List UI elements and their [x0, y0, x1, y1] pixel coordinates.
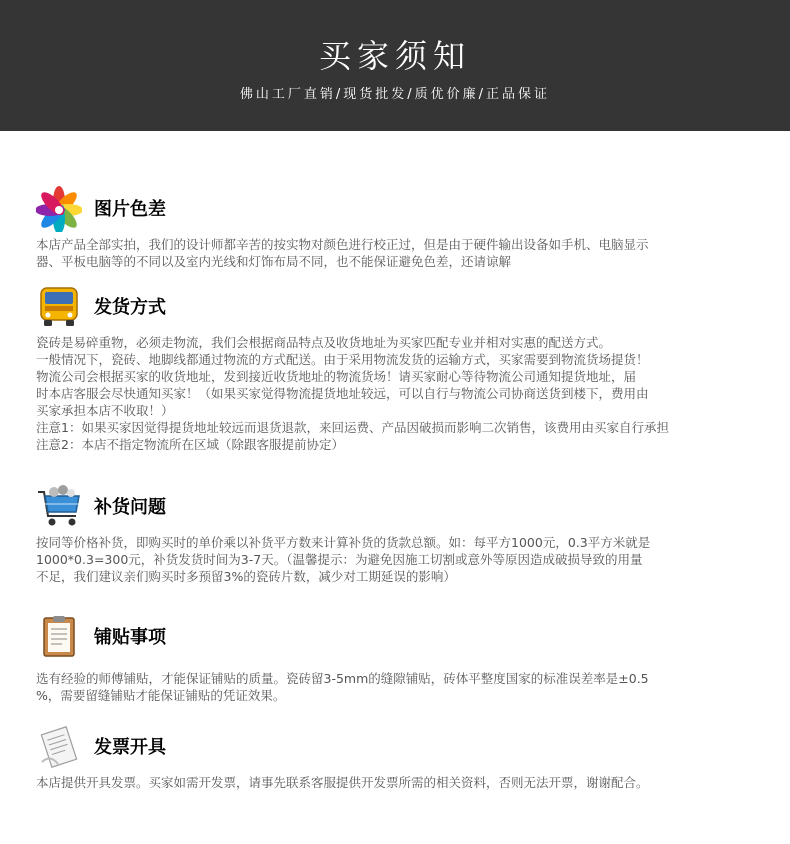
section-restock [36, 484, 756, 585]
header-banner [0, 0, 790, 131]
section-text-line: 本店产品全部实拍，我们的设计师都辛苦的按实物对颜色进行校正过，但是由于硬件输出设备如手机、电脑显示 [36, 237, 649, 252]
section-text-line: 选有经验的师傅铺贴，才能保证铺贴的质量。瓷砖留3-5mm的缝隙铺贴，砖体平整度国家的标准误差率是±0.5 [36, 671, 649, 686]
section-title: 图片色差 [94, 199, 166, 220]
section-text-line: 瓷砖是易碎重物，必须走物流，我们会根据商品特点及收货地址为买家匹配专业并相对实惠的配送方式。 [36, 335, 612, 350]
section-title: 发货方式 [94, 297, 166, 318]
page-subtitle: 佛山工厂直销/现货批发/质优价廉/正品保证 [239, 87, 551, 102]
section-text-line: 不足，我们建议亲们购买时多预留3%的瓷砖片数，减少对工期延误的影响） [36, 569, 456, 584]
shopping-cart-icon [36, 484, 82, 530]
section-text-line: 注意1：如果买家因觉得提货地址较远而退货退款，来回运费、产品因破损而影响二次销售，该费用由买家自行承担 [36, 420, 669, 435]
section-text-line: %，需要留缝铺贴才能保证铺贴的凭证效果。 [36, 688, 286, 703]
section-text-line: 注意2：本店不指定物流所在区域（除跟客服提前协定） [36, 437, 344, 452]
section-title: 补货问题 [94, 497, 166, 518]
section-text-line: 买家承担本店不收取！） [36, 403, 174, 418]
section-text-line: 1000*0.3=300元，补货发货时间为3-7天。（温馨提示：为避免因施工切割或意外等原因造成破损导致的用量 [36, 552, 643, 567]
section-text-line: 一般情况下，瓷砖、地脚线都通过物流的方式配送。由于采用物流发货的运输方式，买家需要到物流货场提货！ [36, 352, 649, 367]
section-text-line: 物流公司会根据买家的收货地址，发到接近收货地址的物流货场！请买家耐心等待物流公司通知提货地址，届 [36, 369, 637, 384]
section-invoice [36, 724, 756, 791]
section-text-line: 本店提供开具发票。买家如需开发票，请事先联系客服提供开发票所需的相关资料，否则无法开票，谢谢配合。 [36, 775, 649, 790]
section-text-line: 按同等价格补货，即购买时的单价乘以补货平方数来计算补货的货款总额。如：每平方1000元，0.3平方米就是 [36, 535, 651, 550]
clipboard-icon [36, 614, 82, 660]
section-color-difference [36, 186, 756, 270]
page-title: 买家须知 [318, 37, 471, 75]
section-title: 发票开具 [94, 737, 166, 758]
section-text-line: 器、平板电脑等的不同以及室内光线和灯饰布局不同，也不能保证避免色差，还请谅解 [36, 254, 512, 269]
section-tiling-notes [36, 614, 756, 704]
section-shipping-method [36, 284, 756, 453]
section-title: 铺贴事项 [94, 627, 166, 648]
truck-icon [36, 284, 82, 330]
section-text-line: 时本店客服会尽快通知买家！（如果买家觉得物流提货地址较远，可以自行与物流公司协商送货到楼下，费用由 [36, 386, 649, 401]
color-wheel-icon [36, 186, 82, 232]
invoice-icon [36, 724, 82, 770]
